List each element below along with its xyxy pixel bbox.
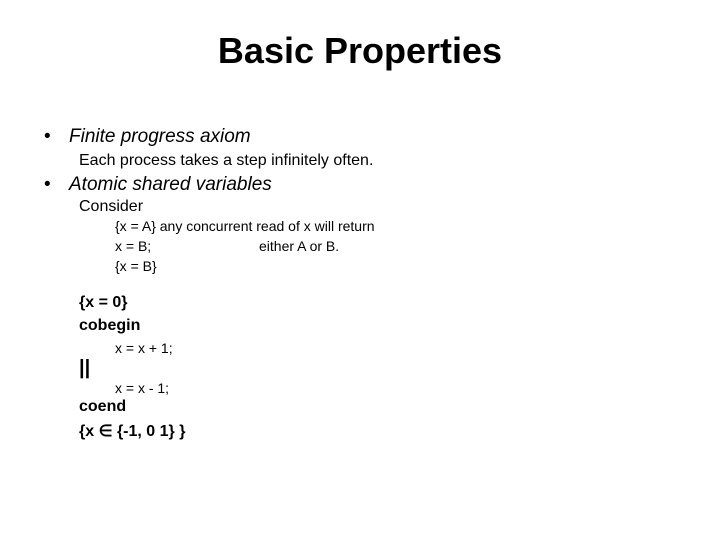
code-coend: coend: [79, 398, 127, 415]
slide-title: Basic Properties: [217, 30, 503, 71]
bullet-body: Consider: [79, 198, 144, 215]
note-line-1: {x = A} any concurrent read of x will return: [115, 218, 375, 234]
bullet-atomic-shared: [44, 174, 272, 196]
bullet-finite-progress: [44, 126, 251, 148]
note-line-3: {x = B}: [115, 258, 157, 274]
code-statement-2: x = x - 1;: [115, 380, 170, 396]
code-precondition: {x = 0}: [79, 294, 128, 311]
note-line-2-left: x = B;: [115, 238, 152, 254]
note-line-2-right: either A or B.: [259, 238, 340, 254]
bullet-marker: •: [44, 174, 51, 195]
code-parallel-operator: ||: [79, 357, 91, 379]
bullet-marker: •: [44, 126, 51, 147]
code-statement-1: x = x + 1;: [115, 340, 173, 356]
code-cobegin: cobegin: [79, 317, 141, 334]
bullet-body: Each process takes a step infinitely often.: [79, 152, 374, 169]
code-postcondition: {x ∈ {-1, 0 1} }: [79, 423, 186, 440]
bullet-heading: Finite progress axiom: [69, 126, 251, 147]
bullet-heading: Atomic shared variables: [69, 174, 272, 195]
